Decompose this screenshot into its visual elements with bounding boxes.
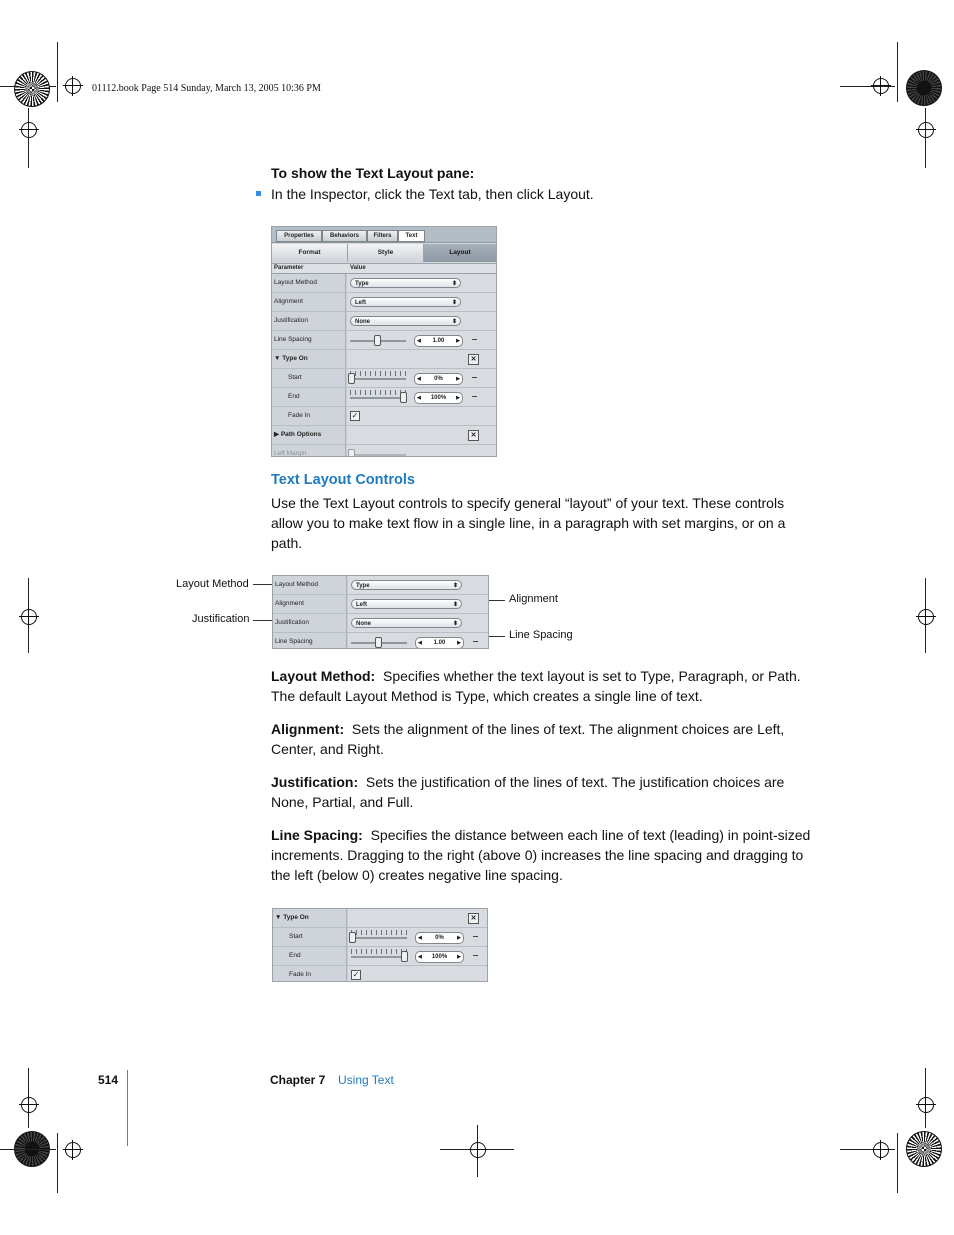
end-field[interactable] xyxy=(415,951,464,963)
slider-thumb[interactable] xyxy=(374,335,381,346)
inspector-layout-controls xyxy=(272,575,489,649)
definition-term: Line Spacing: xyxy=(271,827,363,843)
definition-term: Justification: xyxy=(271,774,359,790)
right-arrow-icon[interactable]: ▶ xyxy=(456,338,460,344)
right-arrow-icon[interactable]: ▶ xyxy=(457,954,461,960)
row-label: Fade In xyxy=(272,407,346,425)
right-arrow-icon[interactable]: ▶ xyxy=(457,640,461,646)
section-heading: Text Layout Controls xyxy=(271,472,415,488)
slider-thumb[interactable] xyxy=(349,932,356,943)
layout-method-popup[interactable] xyxy=(351,580,462,590)
fade-in-checkbox[interactable]: ✓ xyxy=(352,970,360,979)
end-slider[interactable] xyxy=(351,956,407,958)
keyframe-minus-icon[interactable] xyxy=(472,377,477,378)
row-label: Line Spacing xyxy=(273,633,347,649)
tab-properties[interactable]: Properties xyxy=(276,230,322,242)
definition-justification xyxy=(271,772,819,812)
field-value: 0% xyxy=(434,376,443,382)
row-left-margin xyxy=(272,445,496,457)
footer-chapter-title: Using Text xyxy=(338,1073,394,1087)
disclosure-triangle-down-icon[interactable]: ▼ xyxy=(274,355,283,362)
row-alignment xyxy=(273,595,488,614)
row-layout-method xyxy=(273,576,488,595)
row-line-spacing xyxy=(272,331,496,350)
field-value: 0% xyxy=(435,935,444,941)
section-intro: Use the Text Layout controls to specify general “layout” of your text. These controls allow you to make text flow in a single line, in a paragraph with set margins, or on a path. xyxy=(271,495,786,551)
definition-term: Alignment: xyxy=(271,721,345,737)
row-label: Start xyxy=(273,928,347,946)
alignment-popup[interactable] xyxy=(351,599,462,609)
definition-text: Sets the justification of the lines of text. The justification choices are None, Partial, and Full. xyxy=(271,774,785,810)
updown-arrows-icon: ⬍ xyxy=(452,602,458,608)
end-field[interactable] xyxy=(414,392,463,404)
enable-checkbox[interactable]: ✕ xyxy=(468,430,479,441)
tab-behaviors[interactable]: Behaviors xyxy=(322,230,367,242)
disclosure-triangle-right-icon[interactable]: ▶ xyxy=(274,431,281,438)
slider-ticks xyxy=(351,930,407,935)
row-justification xyxy=(272,312,496,331)
left-margin-slider xyxy=(350,454,406,456)
segment-layout[interactable]: Layout xyxy=(424,244,497,262)
start-field[interactable] xyxy=(414,373,463,385)
row-start xyxy=(273,928,487,947)
updown-arrows-icon: ⬍ xyxy=(451,281,457,287)
callout-line-spacing: Line Spacing xyxy=(509,629,573,641)
end-slider[interactable] xyxy=(350,397,406,399)
alignment-popup[interactable] xyxy=(350,297,461,307)
page-number: 514 xyxy=(98,1073,119,1087)
procedure-title: To show the Text Layout pane: xyxy=(271,165,475,181)
keyframe-minus-icon[interactable] xyxy=(473,936,478,937)
popup-value: Type xyxy=(356,583,370,589)
row-alignment xyxy=(272,293,496,312)
slider-thumb[interactable] xyxy=(348,373,355,384)
bullet-icon xyxy=(256,191,261,196)
popup-value: Type xyxy=(355,281,369,287)
callout-layout-method: Layout Method xyxy=(176,578,249,590)
keyframe-minus-icon[interactable] xyxy=(473,955,478,956)
row-start xyxy=(272,369,496,388)
slider-ticks xyxy=(351,949,407,954)
row-label: Alignment xyxy=(272,293,346,311)
field-value: 1.00 xyxy=(432,338,445,344)
row-path-options xyxy=(272,426,496,445)
callout-justification: Justification xyxy=(192,613,250,625)
justification-popup[interactable] xyxy=(350,316,461,326)
row-label[interactable] xyxy=(272,350,346,368)
segment-format[interactable]: Format xyxy=(272,244,348,262)
slider-thumb[interactable] xyxy=(375,637,382,648)
registration-sunburst-icon xyxy=(906,1131,942,1167)
parameter-header xyxy=(272,264,496,274)
segment-style[interactable]: Style xyxy=(348,244,424,262)
value-column-header: Value xyxy=(350,265,366,271)
footer-rule xyxy=(127,1070,128,1146)
inspector-type-on xyxy=(272,908,488,982)
keyframe-minus-icon[interactable] xyxy=(473,641,478,642)
registration-sunburst-icon xyxy=(14,71,50,107)
row-type-on xyxy=(273,909,487,928)
text-segment-bar xyxy=(272,243,496,264)
row-label: Left Margin xyxy=(272,445,346,457)
definition-alignment xyxy=(271,719,819,759)
slider-ticks xyxy=(350,390,406,395)
procedure-step: In the Inspector, click the Text tab, then click Layout. xyxy=(271,186,594,202)
row-label[interactable] xyxy=(273,909,347,927)
row-label[interactable] xyxy=(272,426,346,444)
fade-in-checkbox[interactable]: ✓ xyxy=(351,411,359,420)
row-label: Justification xyxy=(273,614,347,632)
row-label: End xyxy=(273,947,347,965)
slider-ticks xyxy=(350,371,406,376)
print-header: 01112.book Page 514 Sunday, March 13, 2005 10:36 PM xyxy=(92,83,321,94)
keyframe-minus-icon[interactable] xyxy=(472,339,477,340)
left-arrow-icon[interactable]: ◀ xyxy=(417,376,421,382)
callout-alignment: Alignment xyxy=(509,593,558,605)
left-arrow-icon[interactable]: ◀ xyxy=(418,935,422,941)
field-value: 100% xyxy=(431,954,448,960)
definition-term: Layout Method: xyxy=(271,668,376,684)
slider-thumb[interactable] xyxy=(401,951,408,962)
justification-popup[interactable] xyxy=(351,618,462,628)
left-arrow-icon[interactable]: ◀ xyxy=(418,640,422,646)
tab-text[interactable]: Text xyxy=(398,230,425,242)
parameter-column-header: Parameter xyxy=(274,265,304,271)
row-line-spacing xyxy=(273,633,488,649)
start-field[interactable] xyxy=(415,932,464,944)
slider-thumb xyxy=(348,449,355,457)
updown-arrows-icon: ⬍ xyxy=(451,319,457,325)
updown-arrows-icon: ⬍ xyxy=(451,300,457,306)
definition-layout-method xyxy=(271,666,819,706)
row-end xyxy=(272,388,496,407)
layout-method-popup[interactable] xyxy=(350,278,461,288)
start-slider[interactable] xyxy=(351,937,407,939)
start-slider[interactable] xyxy=(350,378,406,380)
definition-text: Specifies whether the text layout is set to Type, Paragraph, or Path. The default Layout Method is Type, which creates a single line of text. xyxy=(271,668,801,704)
row-label: Start xyxy=(272,369,346,387)
group-label: Path Options xyxy=(280,431,322,438)
right-arrow-icon[interactable]: ▶ xyxy=(457,935,461,941)
left-arrow-icon[interactable]: ◀ xyxy=(417,338,421,344)
group-label: Type On xyxy=(282,355,308,362)
line-spacing-field[interactable] xyxy=(415,637,464,649)
row-fade-in xyxy=(273,966,487,982)
keyframe-minus-icon[interactable] xyxy=(472,396,477,397)
updown-arrows-icon: ⬍ xyxy=(452,621,458,627)
row-end xyxy=(273,947,487,966)
registration-sunburst-icon xyxy=(906,70,942,106)
row-layout-method xyxy=(272,274,496,293)
left-arrow-icon[interactable]: ◀ xyxy=(418,954,422,960)
footer-chapter: Chapter 7 xyxy=(270,1073,326,1087)
row-label: Alignment xyxy=(273,595,347,613)
row-type-on xyxy=(272,350,496,369)
right-arrow-icon[interactable]: ▶ xyxy=(456,395,460,401)
field-value: 100% xyxy=(430,395,447,401)
definition-line-spacing xyxy=(271,825,823,885)
disclosure-triangle-down-icon[interactable]: ▼ xyxy=(275,914,284,921)
popup-value: Left xyxy=(355,300,366,306)
right-arrow-icon[interactable]: ▶ xyxy=(456,376,460,382)
row-justification xyxy=(273,614,488,633)
enable-checkbox[interactable]: ✕ xyxy=(468,913,479,924)
line-spacing-field[interactable] xyxy=(414,335,463,347)
field-value: 1.00 xyxy=(433,640,446,646)
row-fade-in xyxy=(272,407,496,426)
row-label: Layout Method xyxy=(272,274,346,292)
row-label: Justification xyxy=(272,312,346,330)
inspector-tab-bar xyxy=(272,227,496,243)
group-label: Type On xyxy=(283,914,309,921)
enable-checkbox[interactable]: ✕ xyxy=(468,354,479,365)
inspector-text-layout-pane xyxy=(271,226,497,457)
updown-arrows-icon: ⬍ xyxy=(452,583,458,589)
slider-thumb[interactable] xyxy=(400,392,407,403)
popup-value: Left xyxy=(356,602,367,608)
row-label: Fade In xyxy=(273,966,347,982)
popup-value: None xyxy=(356,621,371,627)
row-label: End xyxy=(272,388,346,406)
left-arrow-icon[interactable]: ◀ xyxy=(417,395,421,401)
row-label: Line Spacing xyxy=(272,331,346,349)
definition-text: Sets the alignment of the lines of text. The alignment choices are Left, Center, and Right. xyxy=(271,721,785,757)
row-label: Layout Method xyxy=(273,576,347,594)
tab-filters[interactable]: Filters xyxy=(367,230,398,242)
popup-value: None xyxy=(355,319,370,325)
definition-text: Specifies the distance between each line of text (leading) in point-sized increments. Dragging to the right (above 0) increases the line spacing and dragging to the left (below 0) creates negative line spacing. xyxy=(271,827,811,883)
